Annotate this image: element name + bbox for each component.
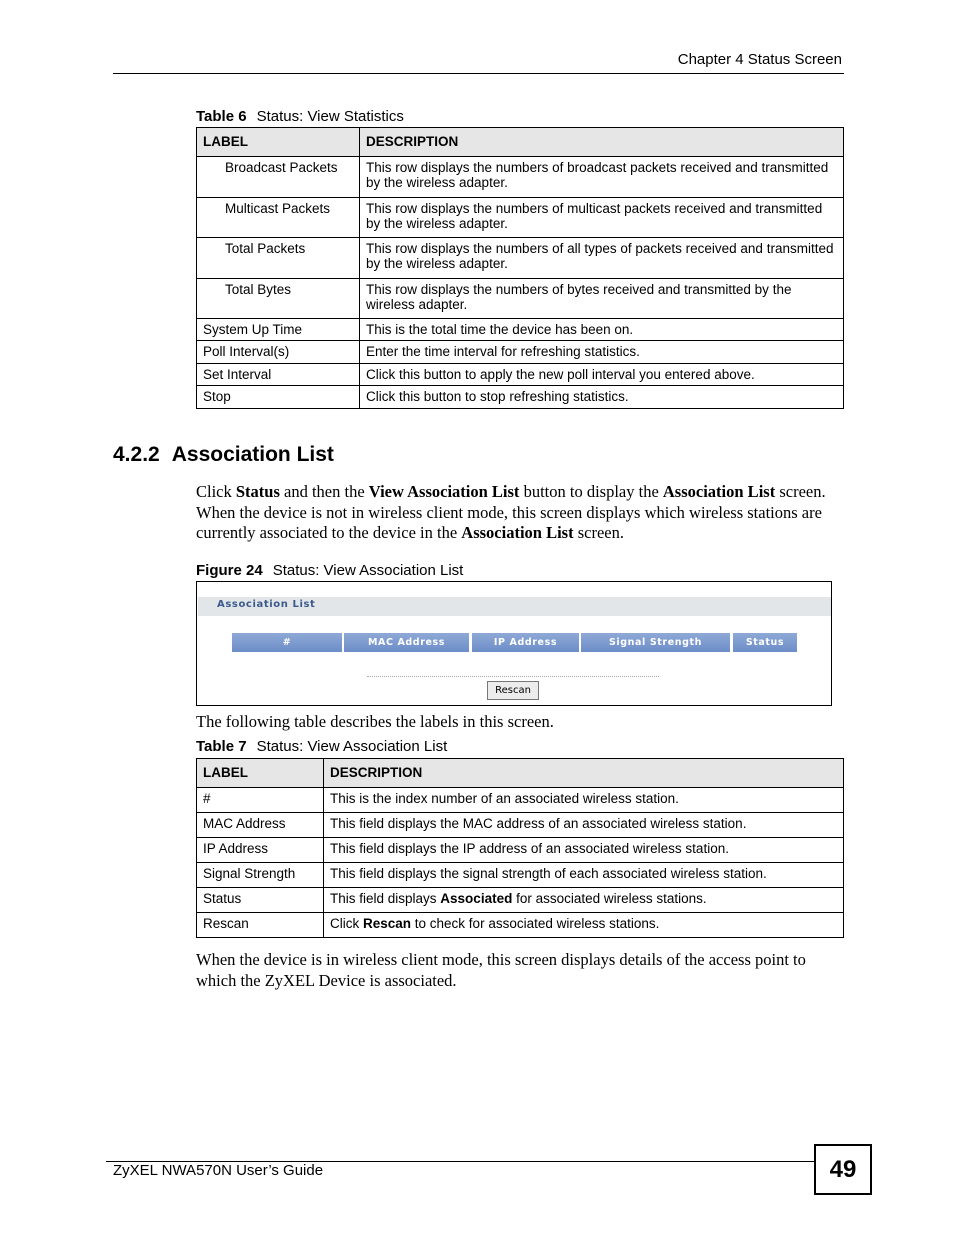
- table-row: [197, 156, 844, 197]
- row-label: Total Bytes: [197, 278, 360, 318]
- header-rule: [113, 73, 844, 74]
- table-row: [197, 363, 844, 386]
- closing-paragraph: When the device is in wireless client mode, this screen displays details of the access point to which the ZyXEL Device is associated.: [196, 950, 806, 990]
- row-description: [324, 912, 844, 937]
- figure-caption-number: Figure 24: [196, 562, 263, 579]
- row-label: Signal Strength: [197, 862, 324, 887]
- page-number: 49: [814, 1144, 872, 1195]
- row-label: MAC Address: [197, 812, 324, 837]
- section-title: Association List: [171, 443, 334, 466]
- table-row: [197, 787, 844, 812]
- row-label: Total Packets: [197, 237, 360, 278]
- column-header-mac-address: MAC Address: [344, 633, 469, 652]
- intro-text: screen. When the device is not in wireless client mode, this screen displays which wireless stations are currently associated to the device in the: [196, 482, 826, 542]
- table-row: [197, 812, 844, 837]
- table-row: [197, 887, 844, 912]
- intro-bold: Association List: [461, 523, 574, 542]
- desc-text: for associated wireless stations.: [512, 890, 707, 906]
- row-label: Rescan: [197, 912, 324, 937]
- description-column-header: DESCRIPTION: [324, 759, 844, 788]
- intro-text: and then the: [279, 482, 369, 501]
- figure-caption-title: Status: View Association List: [272, 562, 464, 579]
- row-label: IP Address: [197, 837, 324, 862]
- table-header-row: [197, 759, 844, 788]
- row-description: This row displays the numbers of multicast packets received and transmitted by the wireless adapter.: [360, 197, 844, 237]
- row-description: Click this button to apply the new poll interval you entered above.: [360, 363, 844, 386]
- table-row: [197, 197, 844, 237]
- column-header-signal-strength: Signal Strength: [581, 633, 730, 652]
- rescan-button[interactable]: Rescan: [487, 681, 539, 700]
- row-description: This field displays the MAC address of an associated wireless station.: [324, 812, 844, 837]
- row-description: This row displays the numbers of broadcast packets received and transmitted by the wireless adapter.: [360, 156, 844, 197]
- column-header-index: #: [232, 633, 342, 652]
- table7-caption: [196, 738, 447, 755]
- desc-text: This field displays: [330, 890, 441, 906]
- intro-bold: View Association List: [368, 482, 520, 501]
- statistics-table: [196, 127, 844, 409]
- row-label: Status: [197, 887, 324, 912]
- table7-caption-title: Status: View Association List: [256, 738, 448, 755]
- table6-caption-number: Table 6: [196, 108, 247, 125]
- row-label: Broadcast Packets: [197, 156, 360, 197]
- following-text: The following table describes the labels in this screen.: [196, 712, 554, 731]
- description-column-header: DESCRIPTION: [360, 128, 844, 157]
- screen-title-bar: [198, 597, 831, 616]
- table-row: [197, 341, 844, 364]
- row-description: This row displays the numbers of all types of packets received and transmitted by the wireless adapter.: [360, 237, 844, 278]
- table6-caption: [196, 108, 404, 125]
- row-label: Poll Interval(s): [197, 341, 360, 364]
- table-row: [197, 386, 844, 409]
- label-column-header: LABEL: [197, 128, 360, 157]
- row-description: This is the total time the device has been on.: [360, 318, 844, 341]
- table-row: [197, 318, 844, 341]
- separator-line: [367, 676, 659, 677]
- row-description: This field displays the IP address of an associated wireless station.: [324, 837, 844, 862]
- row-description: This field displays the signal strength of each associated wireless station.: [324, 862, 844, 887]
- table-row: [197, 862, 844, 887]
- label-column-header: LABEL: [197, 759, 324, 788]
- desc-text: Click: [330, 915, 363, 931]
- footer-guide-title: ZyXEL NWA570N User’s Guide: [113, 1162, 324, 1179]
- row-description: This row displays the numbers of bytes received and transmitted by the wireless adapter.: [360, 278, 844, 318]
- row-description: This is the index number of an associated wireless station.: [324, 787, 844, 812]
- table-row: [197, 278, 844, 318]
- column-header-status: Status: [733, 633, 797, 652]
- figure-caption: [196, 562, 463, 579]
- table-header-row: [197, 128, 844, 157]
- column-header-ip-address: IP Address: [472, 633, 579, 652]
- row-description: Click this button to stop refreshing statistics.: [360, 386, 844, 409]
- row-description: Enter the time interval for refreshing statistics.: [360, 341, 844, 364]
- association-list-screenshot: [196, 581, 832, 706]
- table6-caption-title: Status: View Statistics: [256, 108, 404, 125]
- intro-bold: Association List: [662, 482, 776, 501]
- row-label: #: [197, 787, 324, 812]
- section-number: 4.2.2: [113, 443, 160, 466]
- section-heading: [113, 443, 334, 467]
- row-description: [324, 887, 844, 912]
- row-label: System Up Time: [197, 318, 360, 341]
- intro-paragraph: [196, 482, 836, 544]
- screen-title: Association List: [217, 599, 316, 610]
- intro-text: Click: [196, 482, 236, 501]
- table-row: [197, 837, 844, 862]
- row-label: Multicast Packets: [197, 197, 360, 237]
- row-label: Set Interval: [197, 363, 360, 386]
- chapter-header: Chapter 4 Status Screen: [677, 51, 842, 68]
- intro-bold: Status: [235, 482, 280, 501]
- row-label: Stop: [197, 386, 360, 409]
- intro-text: button to display the: [519, 482, 663, 501]
- table7-caption-number: Table 7: [196, 738, 247, 755]
- association-list-table: [196, 758, 844, 938]
- desc-bold: Associated: [440, 890, 513, 906]
- table-row: [197, 912, 844, 937]
- intro-text: screen.: [573, 523, 624, 542]
- desc-bold: Rescan: [363, 915, 412, 931]
- table-row: [197, 237, 844, 278]
- desc-text: to check for associated wireless stations.: [411, 915, 660, 931]
